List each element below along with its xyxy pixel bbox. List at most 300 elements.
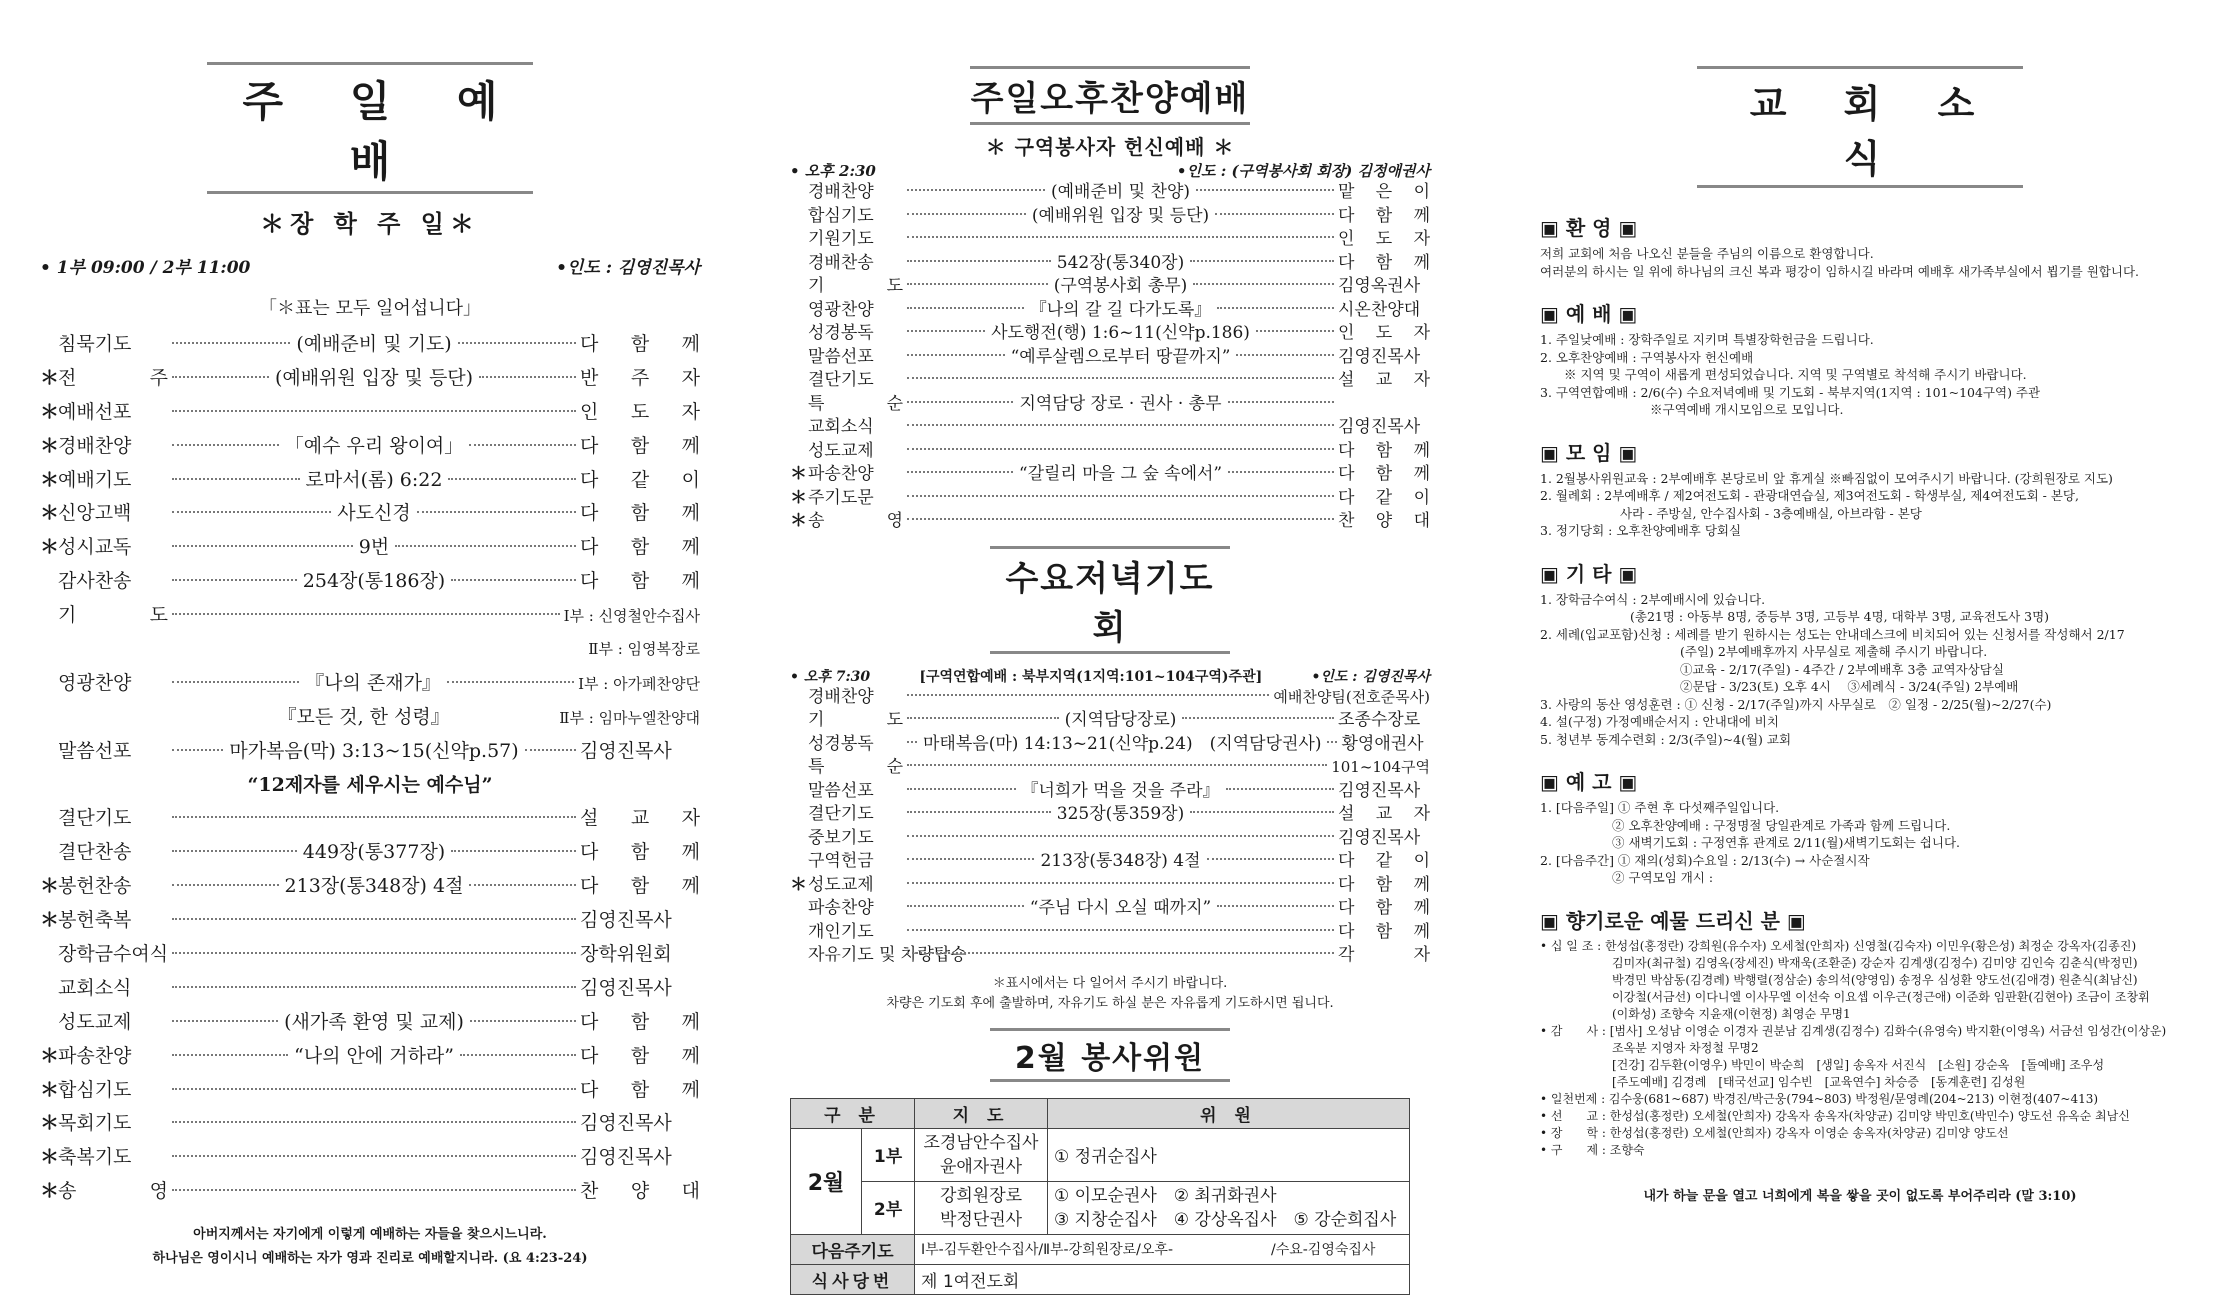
order-row (790, 733, 1430, 757)
meal-duty-label: 식사당번 (791, 1264, 915, 1294)
order-row (790, 440, 1430, 464)
leader-dots (907, 283, 1048, 285)
order-content: 213장(통348장) 4절 (284, 875, 464, 898)
standing-mark: ＊ (790, 487, 807, 508)
preview-line: ② 구역모임 개시 : (1612, 870, 1714, 885)
order-person: 다 같 이 (1338, 851, 1431, 871)
order-row (40, 599, 700, 633)
order-person: 다 함 께 (580, 875, 700, 898)
order-content: 마태복음(마) 14:13~21(신약p.24) (지역담당권사) (923, 733, 1322, 754)
sunday-worship-info (40, 253, 700, 278)
sermon-title: “12제자를 세우시는 예수님” (247, 773, 493, 796)
order-person: 맡 은 이 (1338, 182, 1430, 202)
order-row (790, 874, 1430, 898)
table-header-division: 구 분 (791, 1098, 915, 1128)
order-row (790, 416, 1430, 440)
order-person: 인 도 자 (1338, 323, 1431, 343)
standing-mark: ＊ (40, 366, 60, 389)
worship-line: ※ 지역 및 구역이 새롭게 편성되었습니다. 지역 및 구역별로 착석해 주시기 바랍니다. (1564, 367, 2027, 382)
order-label: 목회기도 (58, 1112, 132, 1135)
leader-dots (1217, 905, 1334, 907)
order-row (790, 275, 1430, 299)
table-part2-members-a: ① 이모순권사 ② 최귀화권사 (1054, 1185, 1277, 1206)
order-label: 파송찬양 (808, 464, 874, 484)
order-label: 교회소식 (808, 417, 874, 437)
order-row (790, 205, 1430, 229)
sunday-order-list (40, 328, 700, 769)
order-person: 다 같 이 (1338, 487, 1430, 508)
leader-dots (907, 741, 917, 743)
order-person: 101~104구역 (1331, 758, 1430, 776)
order-row (40, 633, 700, 667)
table-part2-members (1048, 1181, 1410, 1234)
offering-line: (이화성) 조향숙 지윤재(이현정) 최영순 무명1 (1612, 1006, 1851, 1021)
order-row (40, 497, 700, 531)
order-label: 경배찬송 (808, 252, 874, 273)
leader-dots (172, 613, 560, 615)
standing-mark: ＊ (40, 468, 60, 491)
offering-line: • 장 학 : 한성섭(홍정란) 오세철(안희자) 강옥자 이영순 송옥자(차양균) 김미양 양도선 (1540, 1125, 2009, 1140)
order-person: 김영진목사 (580, 976, 672, 999)
leader-dots (907, 952, 1334, 954)
leader-dots (172, 376, 269, 378)
next-prayer-label: 다음주기도 (791, 1234, 915, 1264)
leader-dots (458, 342, 576, 344)
order-content: 213장(통348장) 4절 (1040, 851, 1201, 871)
order-label: 자유기도 및 차량탑승 (808, 945, 967, 965)
offering-heading: ▣ 향기로운 예물 드리신 분 ▣ (1540, 908, 1806, 933)
offering-line: • 선 교 : 한성섭(홍정란) 오세철(안희자) 강옥자 송옥자(차양균) 김미양 박민호(박민수) 양도선 유옥순 최남신 (1540, 1108, 2130, 1123)
order-label: 전 주 (58, 366, 168, 389)
order-content: 『나의 갈 길 다가도록』 (1029, 299, 1212, 320)
etc-line: (총21명 : 아동부 8명, 중등부 3명, 고등부 4명, 대학부 3명, 교육전도사 3명) (1630, 609, 2050, 624)
order-content: “주님 다시 오실 때까지” (1029, 898, 1212, 918)
welcome-line: 여러분의 하시는 일 위에 하나님의 크신 복과 평강이 임하시길 바라며 예배후 새가족부실에서 뵙기를 원합니다. (1540, 263, 2140, 279)
order-row (790, 803, 1430, 827)
preview-line: ③ 새벽기도회 : 구정연휴 관계로 2/11(월)새벽기도회는 쉽니다. (1612, 835, 1960, 850)
standing-mark: ＊ (40, 1180, 60, 1203)
standing-mark: ＊ (790, 874, 807, 895)
order-person: 다 함 께 (580, 536, 701, 559)
worship-section (1540, 331, 2180, 419)
order-label: 축복기도 (58, 1146, 132, 1169)
order-label: 봉헌축복 (58, 909, 132, 932)
leader-dots (460, 1054, 576, 1056)
order-person: 김영진목사 (1338, 346, 1421, 367)
order-row (40, 430, 700, 464)
leader-dots (172, 545, 353, 547)
order-content: “예루살렘으로부터 땅끝까지” (1010, 346, 1231, 367)
leader-dots (907, 929, 1334, 931)
order-person: 반 주 자 (580, 366, 701, 389)
offering-section (1540, 938, 2180, 1159)
order-person: 다 함 께 (580, 1044, 701, 1067)
offering-line: • 십 일 조 : 한성섭(홍정란) 강희원(유수자) 오세철(안희자) 신영철(김숙자) 이민우(황은성) 최정순 강옥자(김종진) (1540, 938, 2137, 953)
order-row (790, 850, 1430, 874)
order-person: 다 함 께 (1338, 205, 1430, 226)
standing-mark: ＊ (40, 434, 60, 457)
leader-dots (451, 579, 576, 581)
order-row (40, 802, 700, 836)
order-row (790, 299, 1430, 323)
order-content: 449장(통377장) (302, 841, 446, 864)
order-person: 찬 양 대 (580, 1180, 700, 1203)
order-label: 특 순 (808, 757, 903, 777)
standing-mark: ＊ (40, 909, 60, 932)
leader-dots (1215, 213, 1334, 215)
leader-dots (907, 401, 1013, 403)
order-label: 주기도문 (808, 487, 874, 508)
offering-line: 박경민 박삼동(김경례) 박행렬(정삼순) 송의석(양영임) 송정우 심성환 양도선(김애경) 원춘식(최남신) (1612, 972, 2138, 987)
wednesday-note: [구역연합예배 : 북부지역(1지역:101~104구역)주관] (919, 668, 1263, 685)
offering-line: 김미자(최규철) 김영옥(장세진) 박재욱(조환준) 강순자 김계생(김정수) 김미양 김인숙 김춘식(박정민) (1612, 955, 2138, 970)
february-volunteers-title: 2월 봉사위원 (990, 1028, 1230, 1082)
order-label: 송 영 (58, 1180, 168, 1203)
church-news-title: 교 회 소 식 (1697, 66, 2023, 188)
order-label: 파송찬양 (58, 1044, 132, 1067)
leader-dots (1256, 330, 1334, 332)
leader-dots (1327, 741, 1337, 743)
order-label: 기 도 (808, 710, 903, 730)
leader-dots (907, 260, 1051, 262)
order-person: 설 교 자 (1338, 804, 1430, 824)
order-person: 김영진목사 (1338, 417, 1421, 437)
leader-dots (907, 694, 1269, 696)
order-content: “갈릴리 마을 그 숲 속에서” (1018, 464, 1223, 484)
leader-dots (172, 579, 297, 581)
order-person: 설 교 자 (1338, 370, 1430, 390)
order-content: 사도행전(행) 1:6~11(신약p.186) (991, 323, 1250, 343)
leader-dots (907, 236, 1334, 238)
order-label: 말씀선포 (808, 780, 874, 801)
leader-dots (172, 986, 576, 988)
leader-dots (907, 717, 1059, 719)
welcome-section (1540, 245, 2180, 280)
leader-dots (1196, 189, 1334, 191)
leader-dots (907, 354, 1005, 356)
leader-dots (1236, 354, 1334, 356)
order-person: 찬 양 대 (1338, 511, 1430, 531)
table-part1-guide: 조경남안수집사 윤애자권사 (915, 1128, 1048, 1181)
order-row (40, 328, 700, 362)
standing-note: ＊표시에서는 다 일어서 주시기 바랍니다. (992, 975, 1228, 991)
offering-line: [주도예배] 김경례 [태국선교] 임수빈 [교육연수] 차승증 [동계훈련] 김성원 (1612, 1074, 2026, 1089)
order-label: 장학금수여식 (58, 943, 169, 966)
leader-dots (172, 478, 300, 480)
order-person: 김영진목사 (580, 1146, 672, 1169)
order-label: 성도교제 (808, 440, 874, 461)
leader-dots (907, 905, 1024, 907)
leader-dots (907, 377, 1334, 379)
order-person: 다 함 께 (580, 1010, 700, 1033)
order-person: 다 함 께 (1338, 898, 1430, 918)
order-person: 다 함 께 (580, 333, 701, 355)
order-person: 다 함 께 (1338, 252, 1430, 273)
leader-dots (907, 764, 1327, 766)
order-person: 김영진목사 (1338, 827, 1421, 848)
leader-dots (1207, 858, 1334, 860)
order-person: Ⅰ부 : 아가페찬양단 (578, 674, 701, 693)
wednesday-prayer-title: 수요저녁기도회 (990, 546, 1230, 654)
order-row (790, 346, 1430, 370)
wednesday-time: • 오후 7:30 (790, 668, 871, 685)
meeting-line: 3. 정기당회 : 오후찬양예배후 당회실 (1540, 523, 1742, 538)
order-content: 『너희가 먹을 것을 주라』 (1021, 780, 1220, 801)
leader-dots (907, 189, 1045, 191)
order-label: 교회소식 (58, 976, 132, 999)
order-row (790, 780, 1430, 804)
afternoon-leader: •인도 : (구역봉사회 회장) 김정애권사 (1176, 162, 1430, 180)
order-row (40, 1040, 700, 1074)
wednesday-order-list (790, 686, 1430, 968)
afternoon-worship-info (790, 160, 1430, 181)
leader-dots (172, 444, 279, 446)
order-row (40, 362, 700, 396)
order-row (40, 735, 700, 769)
offering-line: [건강] 김두환(이영우) 박민이 박순희 [생일] 송옥자 서진식 [소원] 강순옥 [돌예배] 조우성 (1612, 1057, 2105, 1072)
order-label: 송 영 (808, 511, 903, 531)
order-row (790, 393, 1430, 417)
order-person: 예배찬양팀(전호준목사) (1273, 687, 1430, 706)
leader-dots (479, 376, 576, 378)
order-row (40, 1006, 700, 1040)
order-row (790, 228, 1430, 252)
order-row (40, 701, 700, 735)
standing-mark: ＊ (40, 1044, 60, 1067)
sunday-worship-column (40, 0, 701, 1267)
order-row (40, 531, 700, 565)
leader-dots (447, 681, 574, 683)
standing-mark: ＊ (790, 464, 807, 484)
order-person: 조종수장로 (1338, 710, 1421, 730)
etc-line: 4. 설(구정) 가정예배순서지 : 안내대에 비치 (1540, 714, 1779, 729)
order-content: 『나의 존재가』 (305, 671, 441, 694)
table-part2: 2부 (862, 1181, 915, 1234)
order-label: 경배찬양 (808, 686, 874, 707)
order-content: (지역담당장로) (1064, 710, 1177, 730)
preview-line: ② 오후찬양예배 : 구정명절 당일관계로 가족과 함께 드립니다. (1612, 817, 1951, 833)
order-label: 성도교제 (58, 1010, 132, 1033)
standing-mark: ＊ (40, 1112, 60, 1135)
leader-dots (907, 448, 1334, 450)
order-person: 다 같 이 (580, 468, 701, 491)
order-content: 542장(통340장) (1056, 252, 1185, 273)
volunteer-table (790, 1098, 1410, 1295)
leader-dots (1190, 260, 1334, 262)
order-row (40, 1175, 700, 1209)
standing-mark: ＊ (40, 875, 60, 898)
leader-dots (1228, 471, 1334, 473)
leader-dots (172, 1121, 576, 1123)
order-content: (예배위원 입장 및 등단) (1031, 205, 1210, 226)
order-label: 구역헌금 (808, 851, 874, 871)
order-content: (새가족 환영 및 교제) (284, 1010, 464, 1033)
order-content: (예배준비 및 찬양) (1050, 182, 1191, 202)
offering-line: • 감 사 : [범사] 오성남 이영순 이경자 권분남 김계생(김정수) 김화수(유영숙) 박지환(이영옥) 서금선 임성간(이상운) (1540, 1023, 2167, 1038)
order-person: 인 도 자 (580, 400, 700, 423)
meeting-line: 사라 - 주방실, 안수집사회 - 3층예배실, 아브라함 - 본당 (1620, 505, 1922, 521)
order-content: 지역담당 장로 · 권사 · 총무 (1019, 393, 1222, 414)
leader-dots (907, 424, 1334, 426)
etc-line: (주일) 2부예배후까지 사무실로 제출해 주시기 바랍니다. (1680, 644, 1988, 659)
etc-line: ②문답 - 3/23(토) 오후 4시 ③세례식 - 3/24(주일) 2부예배 (1680, 679, 2019, 694)
table-header-members: 위 원 (1048, 1098, 1410, 1128)
leader-dots (172, 1088, 576, 1090)
preview-heading: ▣ 예 고 ▣ (1540, 770, 1638, 794)
order-label: 경배찬양 (808, 182, 874, 202)
order-label: 봉헌찬송 (58, 875, 132, 898)
order-label: 특 순 (808, 393, 903, 414)
leader-dots (469, 884, 576, 886)
order-row (40, 667, 700, 701)
wednesday-info (790, 666, 1430, 686)
vehicle-note: 차량은 기도회 후에 출발하며, 자유기도 하실 분은 자유롭게 기도하시면 됩니다. (886, 995, 1334, 1011)
order-label: 예배기도 (58, 468, 132, 491)
order-row (790, 709, 1430, 733)
order-label: 기원기도 (808, 229, 874, 249)
church-news-column (1540, 0, 2180, 1240)
leader-dots (172, 749, 223, 751)
leader-dots (907, 330, 985, 332)
order-person: 다 함 께 (1338, 464, 1430, 484)
order-row (790, 921, 1430, 945)
leader-dots (172, 342, 290, 344)
order-row (790, 369, 1430, 393)
meeting-line: 1. 2월봉사위원교육 : 2부예배후 본당로비 앞 휴게실 ※빠짐없이 모여주시기 바랍니다. (강희원장로 지도) (1540, 470, 2113, 486)
order-row (790, 827, 1430, 851)
next-prayer-value: Ⅰ부-김두환안수집사/Ⅱ부-강희원장로/오후- /수요-김영숙집사 (915, 1234, 1410, 1264)
leader-dots (469, 444, 576, 446)
offering-line: 이강철(서금선) 이다니엘 이사무엘 이선숙 이요셉 이우근(정근애) 이준화 임판환(김현아) 조금이 조창휘 (1612, 989, 2150, 1004)
offering-line: • 구 제 : 조향숙 (1540, 1142, 1645, 1157)
worship-line: ※구역예배 개시모임으로 모입니다. (1650, 402, 1844, 417)
leader-dots (907, 811, 1051, 813)
order-label: 결단기도 (58, 807, 132, 830)
order-row (40, 904, 700, 938)
meetings-section (1540, 470, 2180, 540)
leader-dots (1228, 401, 1334, 403)
leader-dots (172, 952, 576, 954)
order-label: 성시교독 (58, 536, 132, 559)
order-content: 325장(통359장) (1056, 804, 1185, 824)
order-row (790, 897, 1430, 921)
order-person: 다 함 께 (1338, 440, 1430, 461)
leader-dots (1217, 307, 1334, 309)
order-label: 성도교제 (808, 874, 874, 895)
church-news-footer: 내가 하늘 문을 열고 너희에게 복을 쌓을 곳이 없도록 부어주리라 (말 3:10) (1643, 1188, 2077, 1204)
leader-dots (172, 1155, 576, 1157)
order-row (40, 464, 700, 498)
worship-line: 1. 주일낮예배 : 장학주일로 지키며 특별장학헌금을 드립니다. (1540, 332, 1874, 347)
order-person: 김영진목사 (580, 909, 672, 932)
etc-line: 3. 사랑의 동산 영성훈련 : ① 신청 - 2/17(주일)까지 사무실로 ② 일정 - 2/25(월)~2/27(수) (1540, 696, 2052, 712)
order-label: 합심기도 (808, 205, 874, 226)
order-row (790, 463, 1430, 487)
order-label: 말씀선포 (808, 346, 874, 367)
table-part1-members: ① 정귀순집사 (1048, 1128, 1410, 1181)
leader-dots (417, 511, 576, 513)
order-label: 침묵기도 (58, 333, 132, 355)
order-label: 경배찬양 (58, 434, 132, 457)
order-label: 성경봉독 (808, 733, 874, 754)
preview-section (1540, 799, 2180, 887)
leader-dots (172, 918, 576, 920)
welcome-heading: ▣ 환 영 ▣ (1540, 216, 1638, 240)
leader-dots (172, 511, 331, 513)
order-label: 성경봉독 (808, 323, 874, 343)
order-row (40, 565, 700, 599)
leader-dots (172, 1054, 288, 1056)
order-row (40, 396, 700, 430)
order-content: 사도신경 (337, 502, 411, 525)
leader-dots (448, 478, 576, 480)
offering-line: • 일천번제 : 김수웅(681~687) 박경진/박근웅(794~803) 박정원/문영례(204~213) 이현정(407~413) (1540, 1091, 2099, 1106)
leader-dots (470, 1020, 576, 1022)
order-row (790, 322, 1430, 346)
leader-dots (907, 213, 1026, 215)
standing-mark: ＊ (40, 1078, 60, 1101)
afternoon-worship-column (790, 0, 1431, 1292)
sunday-worship-title: 주 일 예 배 (207, 62, 533, 194)
order-person: 다 함 께 (580, 841, 701, 864)
leader-dots (907, 882, 1334, 884)
order-person: 김영진목사 (1338, 780, 1421, 801)
footer-verse-line2: 하나님은 영이시니 예배하는 자가 영과 진리로 예배할지니라. (요 4:23-24) (152, 1251, 588, 1267)
leader-dots (907, 788, 1016, 790)
order-label: 파송찬양 (808, 898, 874, 918)
order-content: 로마서(롬) 6:22 (305, 468, 443, 491)
standing-notice: 「＊표는 모두 일어섭니다」 (259, 298, 481, 319)
order-person: 김영옥권사 (1338, 276, 1421, 296)
order-person: 다 함 께 (580, 434, 700, 457)
leader-dots (907, 307, 1024, 309)
order-row (40, 1107, 700, 1141)
order-content: “나의 안에 거하라” (294, 1044, 454, 1067)
leader-dots (172, 410, 576, 412)
order-row (790, 181, 1430, 205)
order-person: Ⅱ부 : 임영복장로 (588, 640, 700, 659)
order-label: 결단기도 (808, 804, 874, 824)
afternoon-worship-title: 주일오후찬양예배 (970, 66, 1250, 125)
etc-section (1540, 591, 2180, 749)
afternoon-time: • 오후 2:30 (790, 162, 876, 180)
order-row (40, 938, 700, 972)
leader-dots (172, 681, 299, 683)
order-row (40, 836, 700, 870)
sunday-order-list-2 (40, 802, 700, 1209)
order-row (40, 1141, 700, 1175)
order-content: 「예수 우리 왕이여」 (284, 434, 464, 457)
order-label: 영광찬양 (58, 671, 132, 694)
standing-mark: ＊ (40, 502, 60, 525)
order-person: 다 함 께 (1338, 921, 1430, 942)
order-person: 설 교 자 (580, 807, 700, 830)
order-content: (구역봉사회 총무) (1053, 276, 1188, 296)
leader-dots (1193, 283, 1334, 285)
order-row (790, 686, 1430, 710)
order-person: 각 자 (1338, 945, 1430, 965)
etc-line: 5. 청년부 동계수련회 : 2/3(주일)~4(월) 교회 (1540, 731, 1792, 747)
leader-dots (395, 545, 576, 547)
leader-dots (1190, 811, 1334, 813)
order-row (790, 944, 1430, 968)
order-row (790, 510, 1430, 534)
welcome-line: 저희 교회에 처음 나오신 분들을 주님의 이름으로 환영합니다. (1540, 246, 1874, 261)
order-label: 기 도 (808, 276, 903, 296)
standing-mark: ＊ (40, 400, 60, 423)
order-label: 중보기도 (808, 827, 874, 848)
leader-dots (907, 495, 1334, 497)
